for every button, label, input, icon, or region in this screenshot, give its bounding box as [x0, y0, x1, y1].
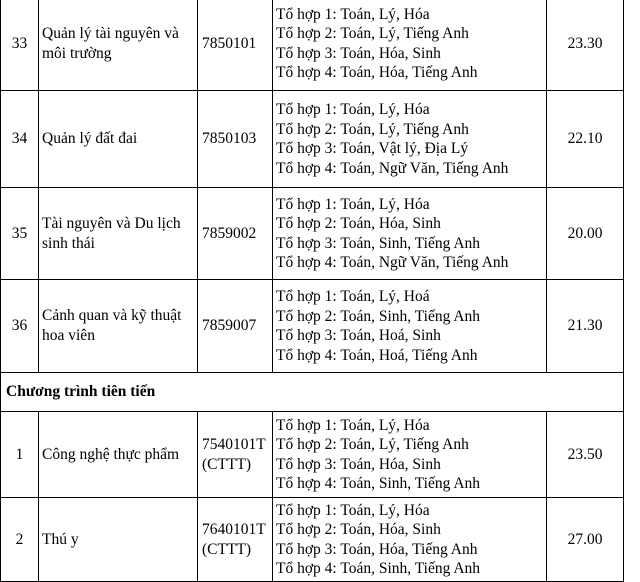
table-body	[1, 0, 624, 582]
major-code: 7859007	[198, 280, 273, 373]
combination-line: Tổ hợp 4: Toán, Hoá, Tiếng Anh	[276, 346, 478, 364]
major-code: 7859002	[198, 188, 273, 280]
subject-combinations	[273, 280, 547, 373]
combination-line: Tổ hợp 2: Toán, Lý, Tiếng Anh	[276, 25, 469, 42]
major-name: Thú y	[39, 498, 198, 582]
major-name: Cảnh quan và kỹ thuật hoa viên	[39, 280, 198, 373]
combination-line: Tổ hợp 3: Toán, Hóa, Sinh	[276, 455, 441, 473]
major-code-suffix: (CTTT)	[202, 455, 252, 473]
combination-line: Tổ hợp 2: Toán, Sinh, Tiếng Anh	[276, 307, 481, 325]
major-code-number: 7640101T	[202, 520, 266, 538]
admission-score: 23.50	[547, 412, 624, 498]
major-name: Quản lý tài nguyên và môi trường	[39, 0, 198, 91]
subject-combinations	[273, 498, 547, 582]
combination-line: Tổ hợp 1: Toán, Lý, Hóa	[276, 416, 430, 434]
table-row	[1, 280, 624, 373]
combination-line: Tổ hợp 4: Toán, Sinh, Tiếng Anh	[276, 560, 481, 577]
subject-combinations	[273, 0, 547, 91]
combination-line: Tổ hợp 3: Toán, Sinh, Tiếng Anh	[276, 234, 481, 252]
table-row	[1, 91, 624, 188]
admission-score: 23.30	[547, 0, 624, 91]
combination-line: Tổ hợp 3: Toán, Vật lý, Địa Lý	[276, 140, 469, 157]
row-number: 35	[1, 188, 39, 280]
combination-line: Tổ hợp 3: Toán, Hóa, Tiếng Anh	[276, 540, 478, 558]
combination-line: Tổ hợp 4: Toán, Sinh, Tiếng Anh	[276, 475, 481, 492]
major-code	[198, 498, 273, 582]
combination-line: Tổ hợp 3: Toán, Hoá, Sinh	[276, 327, 441, 344]
row-number: 33	[1, 0, 39, 91]
section-title: Chương trình tiên tiến	[1, 373, 624, 412]
major-name: Quản lý đất đai	[39, 91, 198, 188]
combination-line: Tổ hợp 1: Toán, Lý, Hóa	[276, 101, 430, 118]
combination-line: Tổ hợp 4: Toán, Ngữ Văn, Tiếng Anh	[276, 254, 509, 271]
section-header-row	[1, 373, 624, 412]
major-name: Tài nguyên và Du lịch sinh thái	[39, 188, 198, 280]
major-code: 7850101	[198, 0, 273, 91]
table-row	[1, 0, 624, 91]
admission-score: 22.10	[547, 91, 624, 188]
major-code-suffix: (CTTT)	[202, 540, 252, 558]
combination-line: Tổ hợp 2: Toán, Lý, Tiếng Anh	[276, 120, 469, 138]
combination-line: Tổ hợp 2: Toán, Hóa, Sinh	[276, 521, 441, 538]
row-number: 34	[1, 91, 39, 188]
combination-line: Tổ hợp 2: Toán, Lý, Tiếng Anh	[276, 436, 469, 453]
table-row	[1, 412, 624, 498]
row-number: 1	[1, 412, 39, 498]
combination-line: Tổ hợp 3: Toán, Hóa, Sinh	[276, 44, 441, 62]
combination-line: Tổ hợp 2: Toán, Hóa, Sinh	[276, 215, 441, 232]
row-number: 2	[1, 498, 39, 582]
subject-combinations	[273, 412, 547, 498]
combination-line: Tổ hợp 4: Toán, Ngữ Văn, Tiếng Anh	[276, 159, 509, 177]
major-name: Công nghệ thực phẩm	[39, 412, 198, 498]
table-row	[1, 188, 624, 280]
major-code: 7850103	[198, 91, 273, 188]
combination-line: Tổ hợp 1: Toán, Lý, Hóa	[276, 195, 430, 213]
admission-score: 20.00	[547, 188, 624, 280]
admission-score: 21.30	[547, 280, 624, 373]
subject-combinations	[273, 188, 547, 280]
row-number: 36	[1, 280, 39, 373]
combination-line: Tổ hợp 4: Toán, Hóa, Tiếng Anh	[276, 64, 478, 81]
combination-line: Tổ hợp 1: Toán, Lý, Hoá	[276, 288, 430, 305]
major-code	[198, 412, 273, 498]
admission-score: 27.00	[547, 498, 624, 582]
subject-combinations	[273, 91, 547, 188]
major-code-number: 7540101T	[202, 435, 266, 453]
combination-line: Tổ hợp 1: Toán, Lý, Hóa	[276, 501, 430, 519]
combination-line: Tổ hợp 1: Toán, Lý, Hóa	[276, 5, 430, 23]
table-row	[1, 498, 624, 582]
